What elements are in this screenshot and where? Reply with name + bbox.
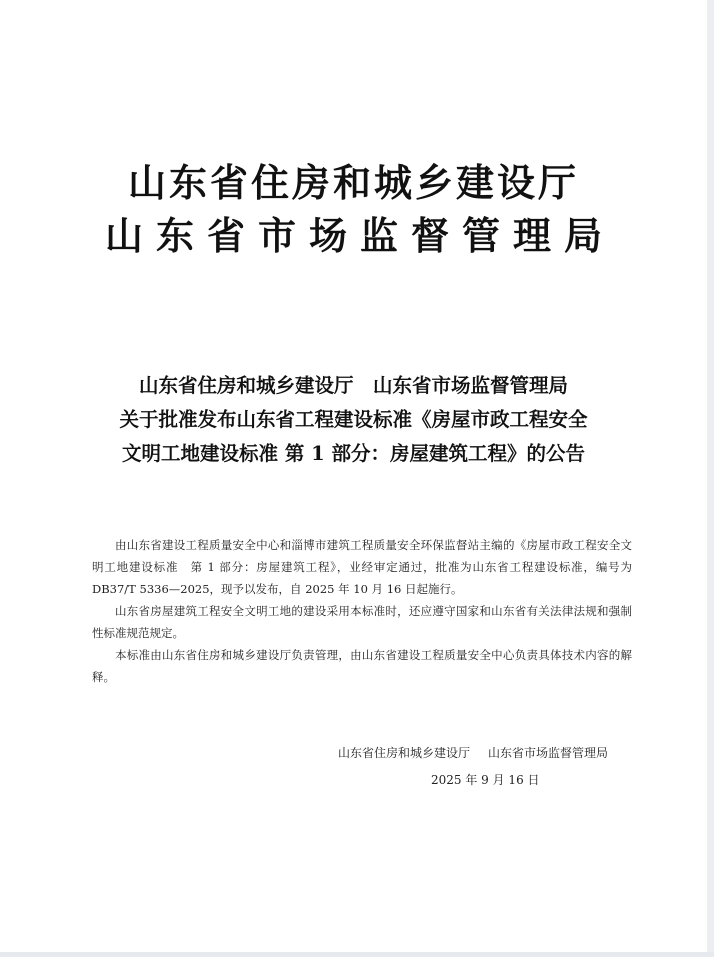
announcement-title xyxy=(0,369,707,471)
body-paragraph-1: 由山东省建设工程质量安全中心和淄博市建筑工程质量安全环保监督站主编的《房屋市政工程安全文明工地建设标准 第 1 部分：房屋建筑工程》，业经审定通过，批准为山东省工程建设标准，编号为 DB37/T 5336—2025，现予以发布，自 2025 年 10 月 16 日起施行。 xyxy=(92,538,632,596)
header-org-line-2: 山东省市场监督管理局 xyxy=(104,213,615,258)
title-line-2: 关于批准发布山东省工程建设标准《房屋市政工程安全 xyxy=(119,408,588,431)
viewer-bottom-edge xyxy=(0,952,714,957)
title-line-3: 文明工地建设标准 第 1 部分：房屋建筑工程》的公告 xyxy=(122,442,585,465)
signature-issuer-1: 山东省住房和城乡建设厅 xyxy=(338,746,471,760)
header-org-line-1: 山东省住房和城乡建设厅 xyxy=(127,160,579,205)
body-paragraph-2: 山东省房屋建筑工程安全文明工地的建设采用本标准时，还应遵守国家和山东省有关法律法规和强制性标准规范规定。 xyxy=(92,604,632,640)
signature-issuer-2: 山东省市场监督管理局 xyxy=(488,746,609,760)
signature-date: 2025 年 9 月 16 日 xyxy=(431,773,540,787)
body-paragraph-3: 本标准由山东省住房和城乡建设厅负责管理，由山东省建设工程质量安全中心负责具体技术内容的解释。 xyxy=(92,648,632,684)
title-line-1: 山东省住房和城乡建设厅 山东省市场监督管理局 xyxy=(138,374,568,397)
signature-issuers xyxy=(338,744,608,761)
announcement-body xyxy=(92,534,632,688)
viewer-scrollbar-track[interactable] xyxy=(707,0,714,957)
